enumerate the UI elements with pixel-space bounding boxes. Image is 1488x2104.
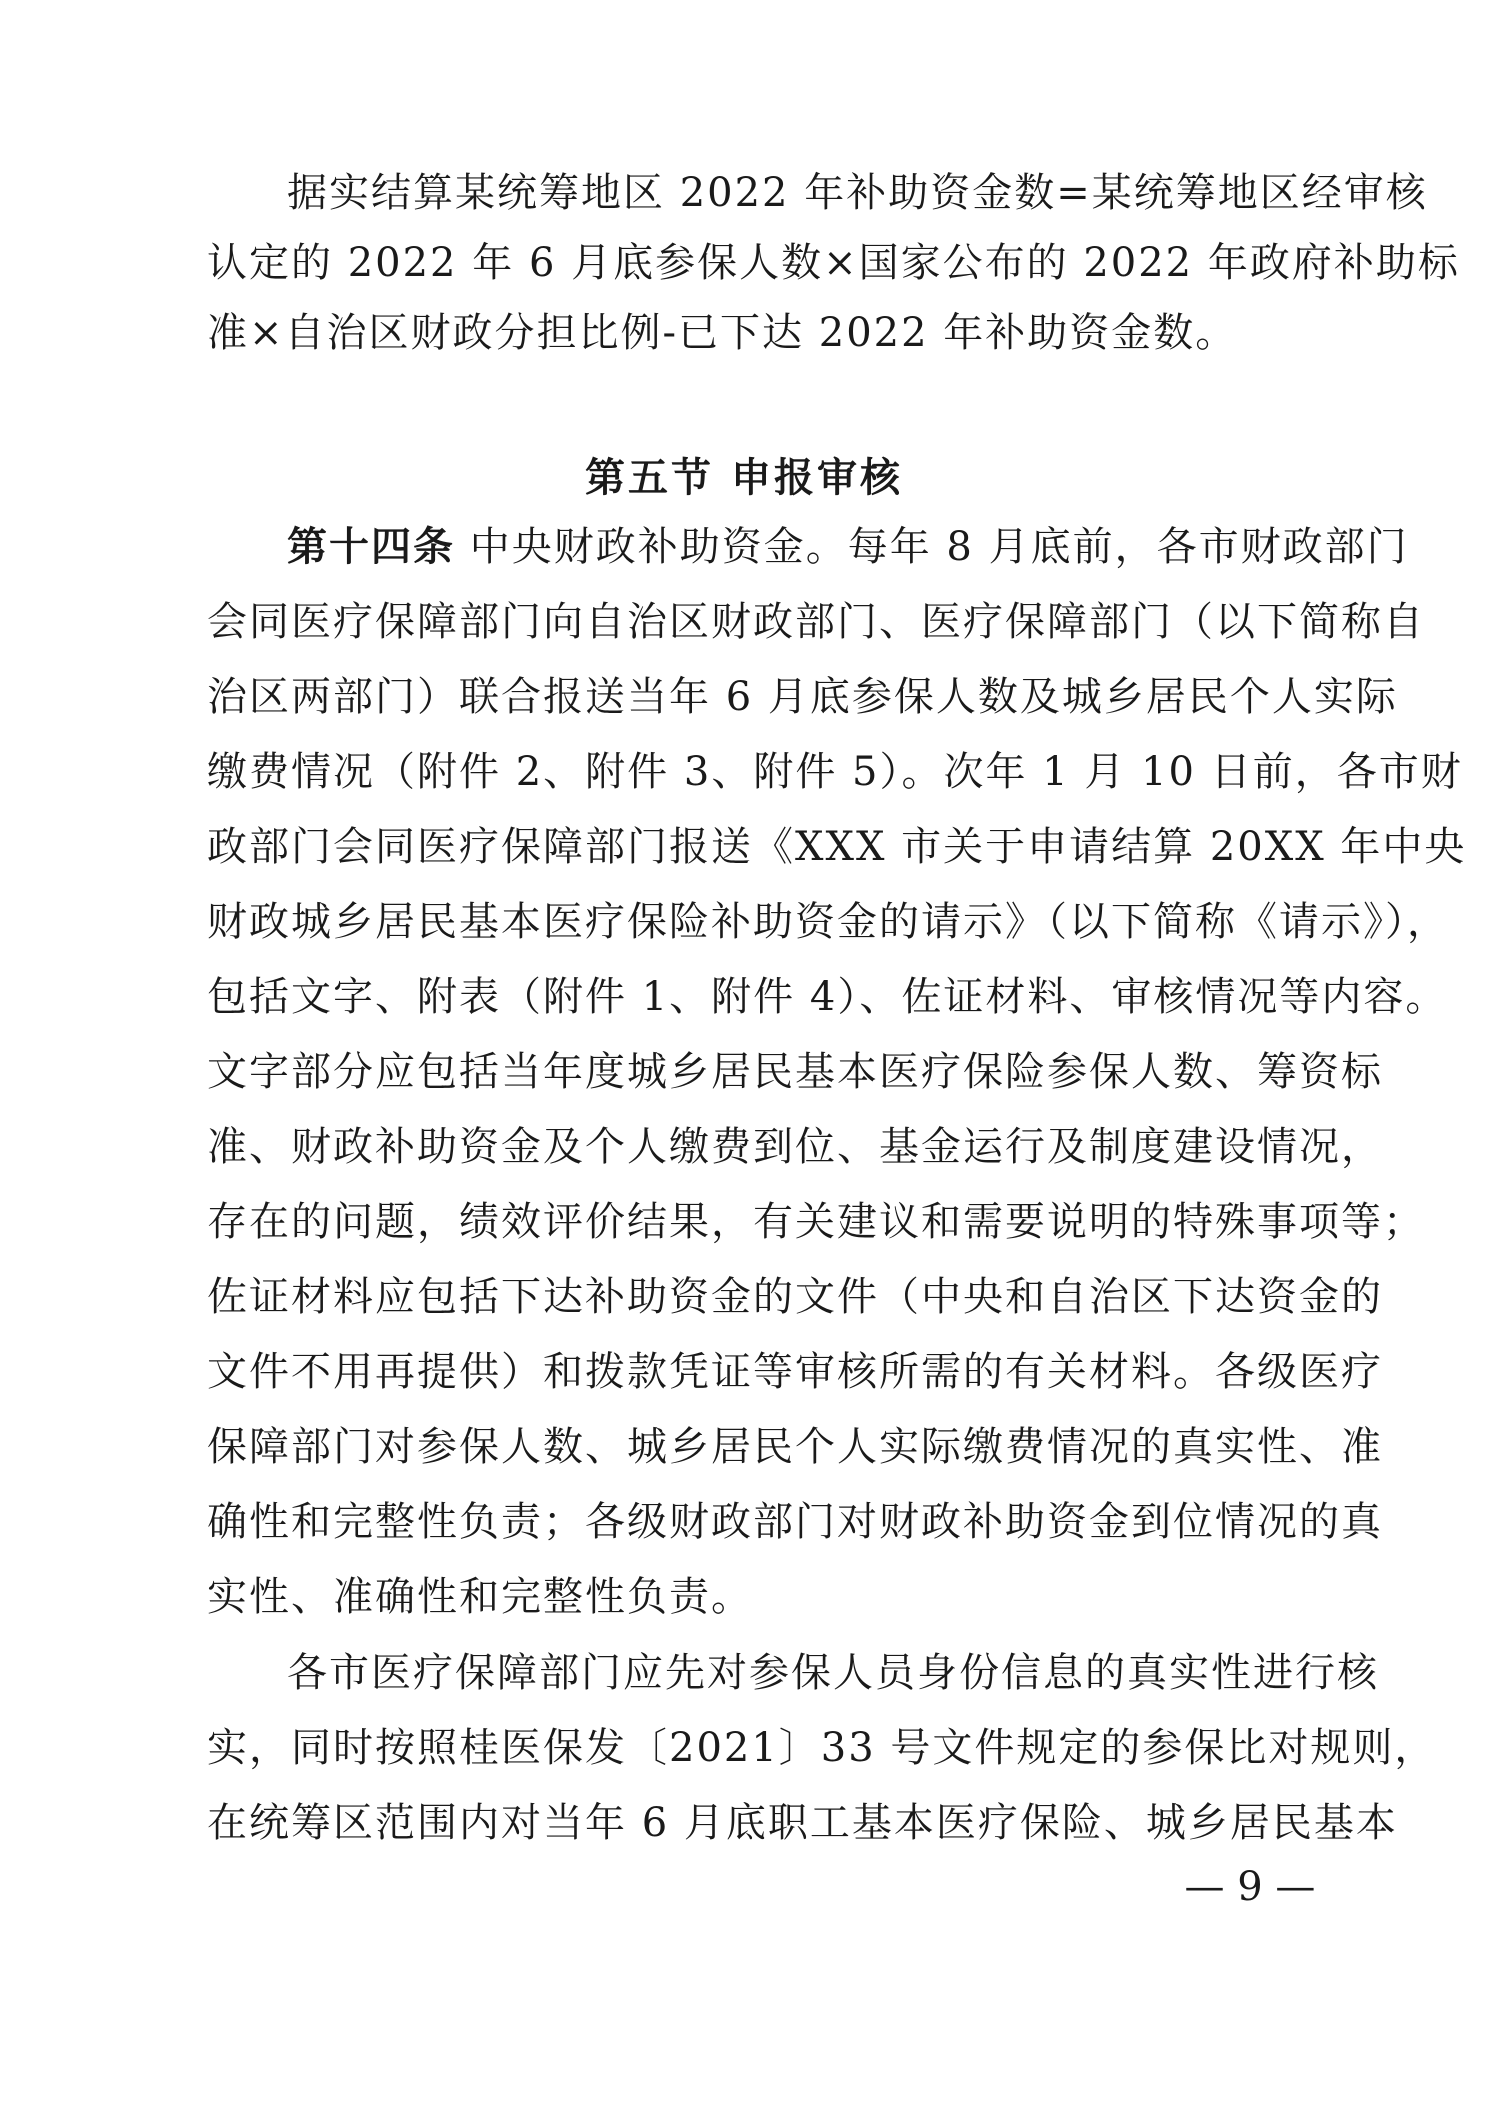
text-line: 政部门会同医疗保障部门报送《XXX 市关于申请结算 20XX 年中央 bbox=[207, 824, 1467, 870]
text-line: 文件不用再提供）和拨款凭证等审核所需的有关材料。各级医疗 bbox=[207, 1349, 1383, 1395]
text-line: 保障部门对参保人数、城乡居民个人实际缴费情况的真实性、准 bbox=[207, 1424, 1383, 1470]
article-first-line bbox=[287, 522, 1409, 572]
text-line: 佐证材料应包括下达补助资金的文件（中央和自治区下达资金的 bbox=[207, 1274, 1383, 1320]
text-line: 财政城乡居民基本医疗保险补助资金的请示》（以下简称《请示》）， bbox=[207, 899, 1449, 945]
text-line: 据实结算某统筹地区 2022 年补助资金数=某统筹地区经审核 bbox=[287, 170, 1428, 216]
article-first-line-text: 中央财政补助资金。每年 8 月底前，各市财政部门 bbox=[455, 524, 1409, 570]
text-line: 治区两部门）联合报送当年 6 月底参保人数及城乡居民个人实际 bbox=[207, 674, 1398, 720]
text-line: 认定的 2022 年 6 月底参保人数×国家公布的 2022 年政府补助标 bbox=[207, 240, 1460, 286]
text-line: 包括文字、附表（附件 1、附件 4）、佐证材料、审核情况等内容。 bbox=[207, 974, 1448, 1020]
text-line: 准、财政补助资金及个人缴费到位、基金运行及制度建设情况， bbox=[207, 1124, 1383, 1170]
text-line: 会同医疗保障部门向自治区财政部门、医疗保障部门（以下简称自 bbox=[207, 599, 1425, 645]
text-line: 实，同时按照桂医保发〔2021〕33 号文件规定的参保比对规则， bbox=[207, 1725, 1437, 1771]
text-line: 在统筹区范围内对当年 6 月底职工基本医疗保险、城乡居民基本 bbox=[207, 1800, 1398, 1846]
page-number: — 9 — bbox=[1184, 1864, 1316, 1910]
article-label: 第十四条 bbox=[287, 524, 455, 570]
text-line: 缴费情况（附件 2、附件 3、附件 5）。次年 1 月 10 日前，各市财 bbox=[207, 749, 1463, 795]
section-heading: 第五节 申报审核 bbox=[585, 455, 903, 501]
text-line: 存在的问题，绩效评价结果，有关建议和需要说明的特殊事项等； bbox=[207, 1199, 1425, 1245]
text-line: 文字部分应包括当年度城乡居民基本医疗保险参保人数、筹资标 bbox=[207, 1049, 1383, 1095]
text-line: 确性和完整性负责；各级财政部门对财政补助资金到位情况的真 bbox=[207, 1499, 1383, 1545]
text-line: 准×自治区财政分担比例-已下达 2022 年补助资金数。 bbox=[207, 310, 1238, 356]
text-line: 各市医疗保障部门应先对参保人员身份信息的真实性进行核 bbox=[287, 1650, 1379, 1696]
text-line: 实性、准确性和完整性负责。 bbox=[207, 1574, 753, 1620]
